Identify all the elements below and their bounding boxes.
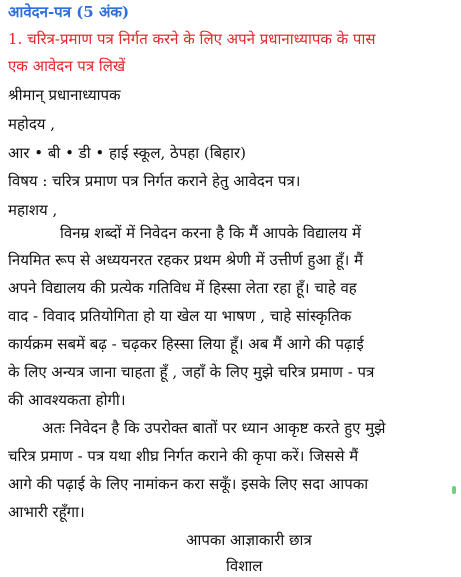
paragraph1-line: नियमित रूप से अध्ययनरत रहकर प्रथम श्रेणी में उत्तीर्ण हुआ हूँ। मैं [8,251,363,269]
paragraph2-line: आभारी रहूँगा। [8,503,85,521]
paragraph2-line: आगे की पढ़ाई के लिए नामांकन करा सकूँ। इसके लिए सदा आपका [8,475,369,493]
paragraph1-line: कार्यक्रम सबमें बढ़ - चढ़कर हिस्सा लिया हूँ। अब मैं आगे की पढ़ाई [8,335,364,353]
recipient-line: श्रीमान् प्रधानाध्यापक [8,86,121,104]
paragraph1-line: की आवश्यकता होगी। [8,391,126,409]
paragraph1-line: विनम्र शब्दों में निवेदन करना है कि मैं आपके विद्यालय में [60,224,362,242]
subject-line: विषय : चरित्र प्रमाण पत्र निर्गत कराने हेतु आवेदन पत्र। [8,172,301,190]
salutation: महाशय , [8,201,58,219]
paragraph2-line: अतः निवेदन है कि उपरोक्त बातों पर ध्यान आकृष्ट करते हुए मुझे [42,419,386,437]
question-line-2: एक आवेदन पत्र लिखें [8,57,126,75]
paragraph1-line: वाद - विवाद प्रतियोगिता हो या खेल या भाषण , चाहे सांस्कृतिक [8,307,352,325]
section-heading: आवेदन-पत्र (5 अंक) [8,3,130,21]
signature-name: विशाल [226,557,263,575]
closing-line: आपका आज्ञाकारी छात्र [186,531,312,549]
paragraph2-line: चरित्र प्रमाण - पत्र यथा शीघ्र निर्गत कराने की कृपा करें। जिससे मैं [8,447,359,465]
green-mark [452,486,456,494]
question-line-1: 1. चरित्र-प्रमाण पत्र निर्गत करने के लिए अपने प्रधानाध्यापक के पास [8,30,376,48]
paragraph1-line: के लिए अन्यत्र जाना चाहता हूँ , जहाँ के लिए मुझे चरित्र प्रमाण - पत्र [8,363,375,381]
school-address: आर • बी • डी • हाई स्कूल, ठेपहा (बिहार) [8,144,247,162]
recipient-title: महोदय , [8,115,56,133]
paragraph1-line: अपने विद्यालय की प्रत्येक गतिविध में हिस्सा लेता रहा हूँ। चाहे वह [8,279,357,297]
